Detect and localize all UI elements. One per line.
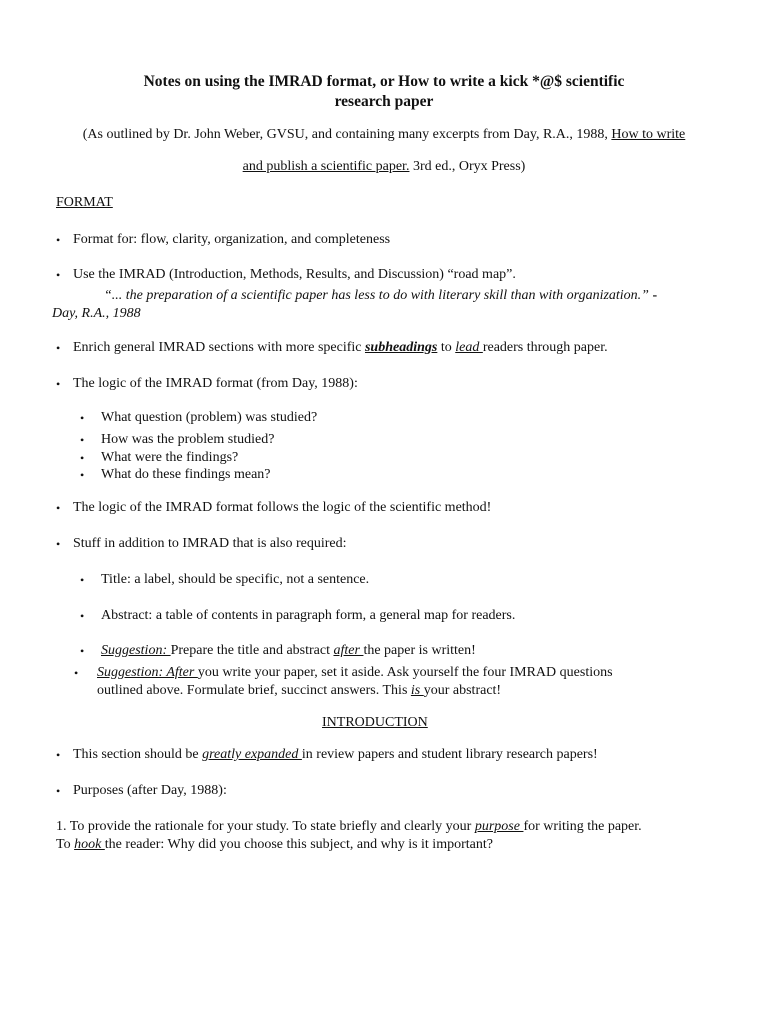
purpose-text: the reader: Why did you choose this subject, and why is it important? — [104, 837, 493, 852]
intro-text: This section should be — [73, 747, 203, 762]
abstract-item: Abstract: a table of contents in paragraph form, a general map for readers. — [101, 608, 516, 623]
introduction-heading: INTRODUCTION — [322, 715, 428, 730]
enrich-bullet — [73, 339, 608, 357]
logic-item: What do these findings mean? — [101, 467, 271, 482]
document-title — [40, 72, 728, 112]
bullet-icon: • — [56, 748, 61, 762]
purpose-text: for writing the paper. — [523, 819, 642, 834]
book-title-part-2: and publish a scientific paper. — [242, 159, 410, 174]
bullet-icon: • — [56, 268, 61, 282]
enrich-text: Enrich general IMRAD sections with more specific — [73, 340, 365, 355]
enrich-text: readers through paper. — [482, 340, 608, 355]
suggestion-label: Suggestion: — [101, 643, 171, 658]
bullet-icon: • — [80, 644, 85, 658]
bullet-icon: • — [80, 573, 85, 587]
bullet-icon: • — [56, 784, 61, 798]
suggestion-text: you write your paper, set it aside. Ask yourself the four IMRAD questions — [197, 665, 613, 680]
bullet-icon: • — [56, 377, 61, 391]
logic-intro: The logic of the IMRAD format (from Day, 1988): — [73, 376, 358, 391]
emphasis-greatly-expanded: greatly expanded — [202, 747, 302, 762]
bullet-icon: • — [56, 233, 61, 247]
format-bullet-1: Format for: flow, clarity, organization, and completeness — [73, 232, 391, 247]
purpose-text: 1. To provide the rationale for your study. To state briefly and clearly your — [56, 819, 475, 834]
format-bullet-2: Use the IMRAD (Introduction, Methods, Results, and Discussion) “road map”. — [73, 267, 516, 282]
enrich-text: to — [437, 340, 456, 355]
bullet-icon: • — [56, 501, 61, 515]
suggestion-text: your abstract! — [423, 683, 502, 698]
emphasis-is: is — [410, 683, 424, 698]
bullet-icon: • — [80, 468, 85, 482]
title-line-1: Notes on using the IMRAD format, or How to write a kick *@$ scientific — [143, 73, 625, 90]
logic-follows: The logic of the IMRAD format follows the logic of the scientific method! — [73, 500, 492, 515]
title-item: Title: a label, should be specific, not a sentence. — [101, 572, 370, 587]
subtitle-publisher: 3rd ed., Oryx Press) — [409, 159, 526, 174]
quote — [104, 287, 657, 305]
intro-bullet-1 — [73, 746, 598, 764]
bullet-icon: • — [56, 341, 61, 355]
stuff-required: Stuff in addition to IMRAD that is also required: — [73, 536, 347, 551]
suggestion-1 — [101, 642, 476, 660]
bullet-icon: • — [56, 537, 61, 551]
emphasis-after: after — [333, 643, 364, 658]
title-line-2: research paper — [334, 93, 434, 110]
quote-attribution: Day, R.A., 1988 — [52, 306, 141, 321]
purpose-line-1 — [56, 818, 642, 836]
subtitle-line-2 — [40, 158, 728, 176]
logic-item: What question (problem) was studied? — [101, 410, 318, 425]
subtitle-text: (As outlined by Dr. John Weber, GVSU, and containing many excerpts from Day, R.A., 1988, — [82, 127, 612, 142]
book-title-part-1: How to write — [611, 127, 686, 142]
quote-text: “... the preparation of a scientific paper has less to do with literary skill than with organization.” — [104, 288, 649, 303]
quote-dash: - — [648, 288, 658, 303]
logic-item: How was the problem studied? — [101, 432, 275, 447]
format-heading: FORMAT — [56, 195, 113, 210]
emphasis-purpose: purpose — [474, 819, 524, 834]
suggestion-2-line-2 — [97, 682, 501, 700]
bullet-icon: • — [80, 411, 85, 425]
bullet-icon: • — [80, 433, 85, 447]
emphasis-hook: hook — [74, 837, 105, 852]
intro-text: in review papers and student library research papers! — [301, 747, 598, 762]
suggestion-text: outlined above. Formulate brief, succinct answers. This — [97, 683, 411, 698]
bullet-icon: • — [74, 666, 79, 680]
bullet-icon: • — [80, 609, 85, 623]
purpose-text: To — [56, 837, 75, 852]
purpose-line-2 — [56, 836, 493, 854]
emphasis-subheadings: subheadings — [364, 340, 438, 355]
suggestion-text: the paper is written! — [363, 643, 476, 658]
subtitle-line-1 — [40, 126, 728, 144]
suggestion-text: Prepare the title and abstract — [170, 643, 334, 658]
suggestion-label: Suggestion: After — [97, 665, 198, 680]
intro-bullet-2: Purposes (after Day, 1988): — [73, 783, 227, 798]
bullet-icon: • — [80, 451, 85, 465]
suggestion-2-line-1 — [97, 664, 613, 682]
logic-item: What were the findings? — [101, 450, 239, 465]
emphasis-lead: lead — [455, 340, 483, 355]
